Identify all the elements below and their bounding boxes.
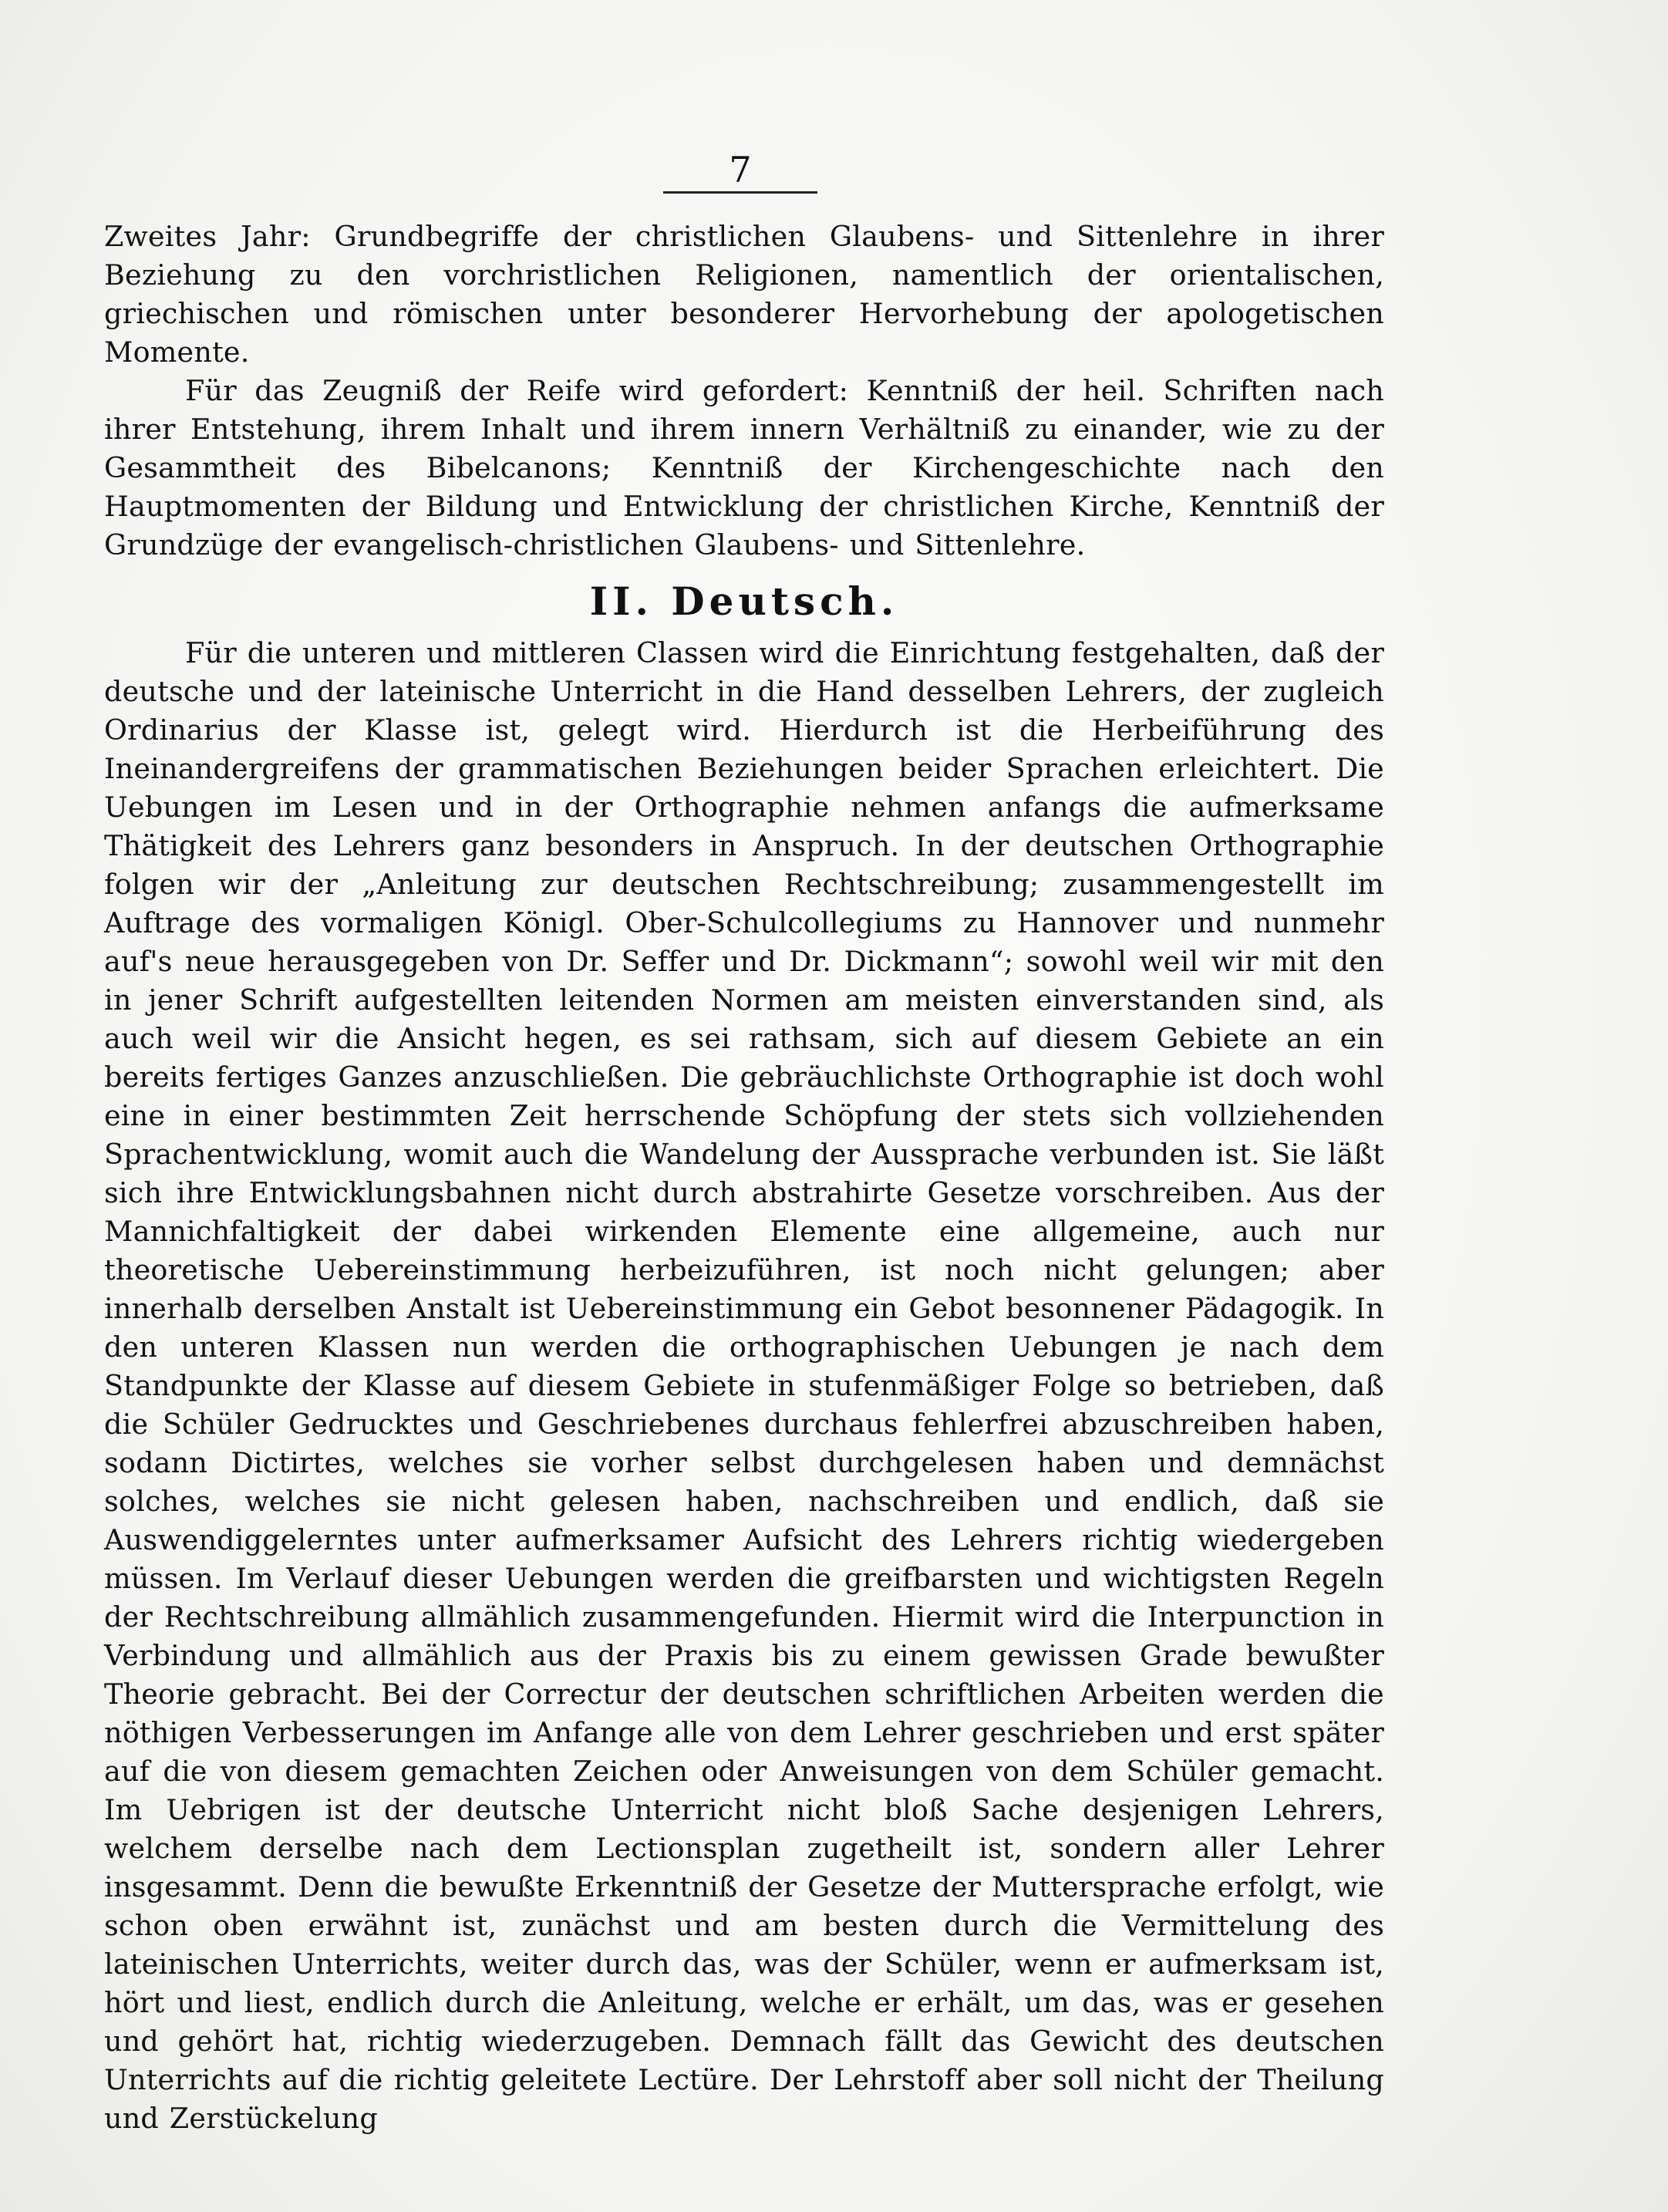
section-text-block — [104, 634, 1384, 2138]
intro-text-block — [104, 217, 1384, 565]
section-heading: II. Deutsch. — [589, 578, 899, 624]
page-number: 7 — [729, 149, 752, 191]
section-paragraph-1: Für die unteren und mittleren Classen wird die Einrichtung festgehalten, daß der deutsche und der lateinische Unterricht in die Hand desselben Lehrers, der zugleich Ordinarius der Klasse ist, gelegt wird. Hierdurch ist die Herbeiführung des Ineinandergreifens der grammatischen Beziehungen beider Sprachen erleichtert. Die Uebungen im Lesen und in der Orthographie nehmen anfangs die aufmerksame Thätigkeit des Lehrers ganz besonders in Anspruch. In der deutschen Orthographie folgen wir der „Anleitung zur deutschen Rechtschreibung; zusammengestellt im Auftrage des vormaligen Königl. Ober-Schulcollegiums zu Hannover und nunmehr auf's neue herausgegeben von Dr. Seffer und Dr. Dickmann“; sowohl weil wir mit den in jener Schrift aufgestellten leitenden Normen am meisten einverstanden sind, als auch weil wir die Ansicht hegen, es sei rathsam, sich auf diesem Gebiete an ein bereits fertiges Ganzes anzuschließen. Die gebräuchlichste Orthographie ist doch wohl eine in einer bestimmten Zeit herrschende Schöpfung der stets sich vollziehenden Sprachentwicklung, womit auch die Wandelung der Aussprache verbunden ist. Sie läßt sich ihre Entwicklungsbahnen nicht durch abstrahirte Gesetze vorschreiben. Aus der Mannichfaltigkeit der dabei wirkenden Elemente eine allgemeine, auch nur theoretische Uebereinstimmung herbeizuführen, ist noch nicht gelungen; aber innerhalb derselben Anstalt ist Uebereinstimmung ein Gebot besonnener Pädagogik. In den unteren Klassen nun werden die orthographischen Uebungen je nach dem Standpunkte der Klasse auf diesem Gebiete in stufenmäßiger Folge so betrieben, daß die Schüler Gedrucktes und Geschriebenes durchaus fehlerfrei abzuschreiben haben, sodann Dictirtes, welches sie vorher selbst durchgelesen haben und demnächst solches, welches sie nicht gelesen haben, nachschreiben und endlich, daß sie Auswendiggelerntes unter aufmerksamer Aufsicht des Lehrers richtig wiedergeben müssen. Im Verlauf dieser Uebungen werden die greifbarsten und wichtigsten Regeln der Rechtschreibung allmählich zusammengefunden. Hiermit wird die Interpunction in Verbindung und allmählich aus der Praxis bis zu einem gewissen Grade bewußter Theorie gebracht. Bei der Correctur der deutschen schriftlichen Arbeiten werden die nöthigen Verbesserungen im Anfange alle von dem Lehrer geschrieben und erst später auf die von diesem gemachten Zeichen oder Anweisungen von dem Schüler gemacht. Im Uebrigen ist der deutsche Unterricht nicht bloß Sache desjenigen Lehrers, welchem derselbe nach dem Lectionsplan zugetheilt ist, sondern aller Lehrer insgesammt. Denn die bewußte Erkenntniß der Gesetze der Muttersprache erfolgt, wie schon oben erwähnt ist, zunächst und am besten durch die Vermittelung des lateinischen Unterrichts, weiter durch das, was der Schüler, wenn er aufmerksam ist, hört und liest, endlich durch die Anleitung, welche er erhält, um das, was er gesehen und gehört hat, richtig wiederzugeben. Demnach fällt das Gewicht des deutschen Unterrichts auf die richtig geleitete Lectüre. Der Lehrstoff aber soll nicht der Theilung und Zerstückelung — [104, 636, 1384, 2135]
intro-paragraph-2: Für das Zeugniß der Reife wird gefordert: Kenntniß der heil. Schriften nach ihrer Entstehung, ihrem Inhalt und ihrem innern Verhältniß zu einander, wie zu der Gesammtheit des Bibelcanons; Kenntniß der Kirchengeschichte nach den Hauptmomenten der Bildung und Entwicklung der christlichen Kirche, Kenntniß der Grundzüge der evangelisch-christlichen Glaubens- und Sittenlehre. — [104, 374, 1384, 561]
page-number-rule — [663, 191, 817, 194]
intro-paragraph-1: Zweites Jahr: Grundbegriffe der christlichen Glaubens- und Sittenlehre in ihrer Beziehung zu den vorchristlichen Religionen, namentlich der orientalischen, griechischen und römischen unter besonderer Hervorhebung der apologetischen Momente. — [104, 220, 1384, 369]
